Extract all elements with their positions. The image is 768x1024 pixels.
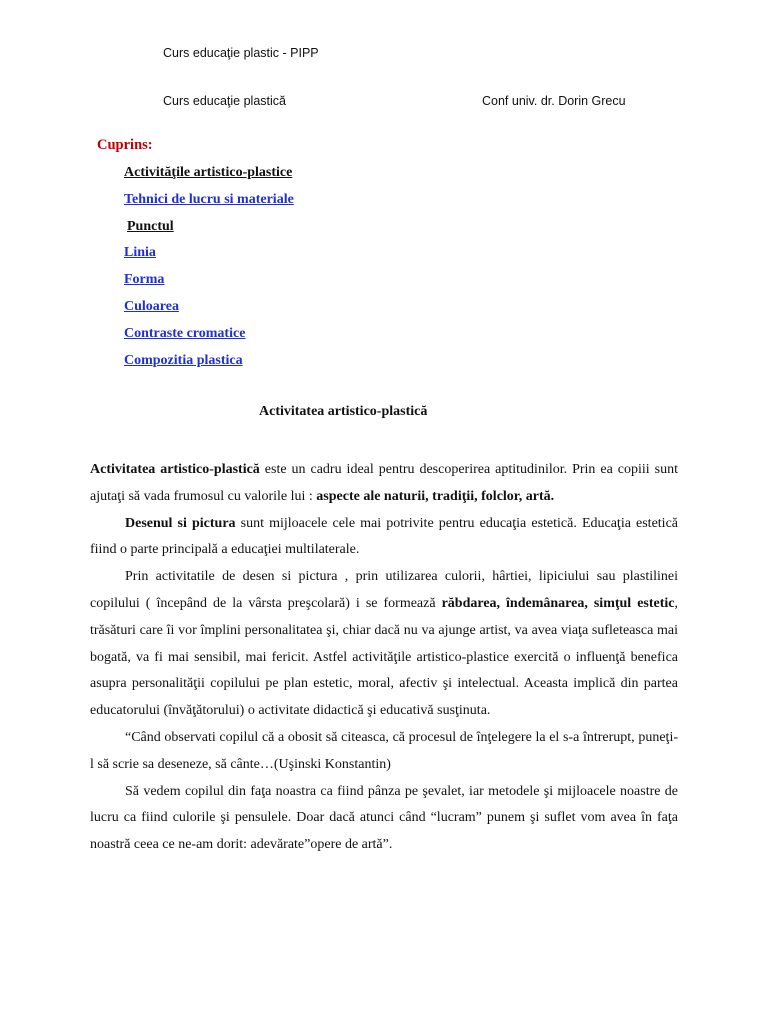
toc-link[interactable]: Compozitia plastica — [124, 352, 243, 368]
toc-item-culoarea[interactable] — [124, 298, 294, 325]
paragraph-text: Prin activitatile de desen si pictura , prin utilizarea culorii, hârtiei, lipiciului sau plastilinei copilului ( începând de la vârsta preşcolară) i se formează — [90, 569, 678, 611]
toc-item-linia[interactable] — [124, 244, 294, 271]
document-header-author: Conf univ. dr. Dorin Grecu — [482, 94, 626, 108]
toc-link[interactable]: Linia — [124, 245, 156, 261]
toc-item-punctul[interactable] — [124, 218, 294, 245]
toc-link[interactable]: Forma — [124, 272, 165, 288]
paragraph-conclusion: Să vedem copilul din faţa noastra ca fiind pânza pe şevalet, iar metodele şi mijloacele noastre de lucru ca fiind culorile şi pensulele. Doar dacă atunci când “lucram” punem şi suflet vom avea în faţa noastră ceea ce ne-am dorit: adevărate”opere de artă”. — [90, 783, 678, 853]
bold-term: aspecte ale naturii, tradiţii, folclor, artă. — [316, 488, 555, 504]
toc-link[interactable]: Tehnici de lucru si materiale — [124, 191, 294, 207]
document-header-course: Curs educaţie plastic - PIPP — [163, 46, 319, 60]
bold-term: Activitatea artistico-plastică — [90, 462, 260, 477]
section-heading: Activitatea artistico-plastică — [259, 404, 428, 419]
body-text — [90, 457, 678, 859]
paragraph-text: , trăsături care îi vor împlini personalitatea şi, chiar dacă nu va ajunge artist, va avea viaţa sufleteasca mai bogată, va fi mai sensibil, mai fericit. Astfel activităţile artistico-plastice exercită o influenţă benefica asupra personalităţii copilului pe plan estetic, moral, afectiv şi intelectual. Aceasta implică din partea educatorului (învăţătorului) o activitate didactică şi educativă susţinuta. — [90, 595, 678, 719]
toc-item-compozitia[interactable] — [124, 352, 294, 379]
toc-item-contraste[interactable] — [124, 325, 294, 352]
paragraph-text: este un cadru ideal pentru descoperirea aptitudinilor. Prin ea copiii sunt ajutaţi să vada frumosul cu valorile lui : — [90, 462, 678, 504]
paragraph-quote: “Când observati copilul că a obosit să citeasca, că procesul de înţelegere la el s-a întrerupt, puneţi-l să scrie sa deseneze, să cânte…(Uşinski Konstantin) — [90, 729, 678, 772]
paragraph-activitati — [90, 564, 678, 725]
toc-link[interactable]: Contraste cromatice — [124, 325, 246, 341]
bold-term: Desenul si pictura — [125, 515, 236, 531]
bold-term: răbdarea, îndemânarea, simţul estetic — [441, 595, 675, 611]
toc-item-activitatile[interactable] — [124, 164, 294, 191]
table-of-contents — [124, 164, 294, 378]
paragraph-intro — [90, 457, 678, 511]
document-header-subtitle: Curs educaţie plastică — [163, 94, 286, 108]
toc-item-tehnici[interactable] — [124, 191, 294, 218]
toc-item-forma[interactable] — [124, 271, 294, 298]
toc-link[interactable]: Culoarea — [124, 298, 179, 314]
toc-link[interactable]: Activităţile artistico-plastice — [124, 165, 293, 180]
toc-title: Cuprins: — [97, 137, 153, 153]
toc-link[interactable]: Punctul — [127, 218, 174, 234]
paragraph-text: sunt mijloacele cele mai potrivite pentru educaţia estetică. Educaţia estetică fiind o parte principală a educaţiei multilaterale. — [90, 515, 678, 558]
paragraph-desen — [90, 511, 678, 565]
